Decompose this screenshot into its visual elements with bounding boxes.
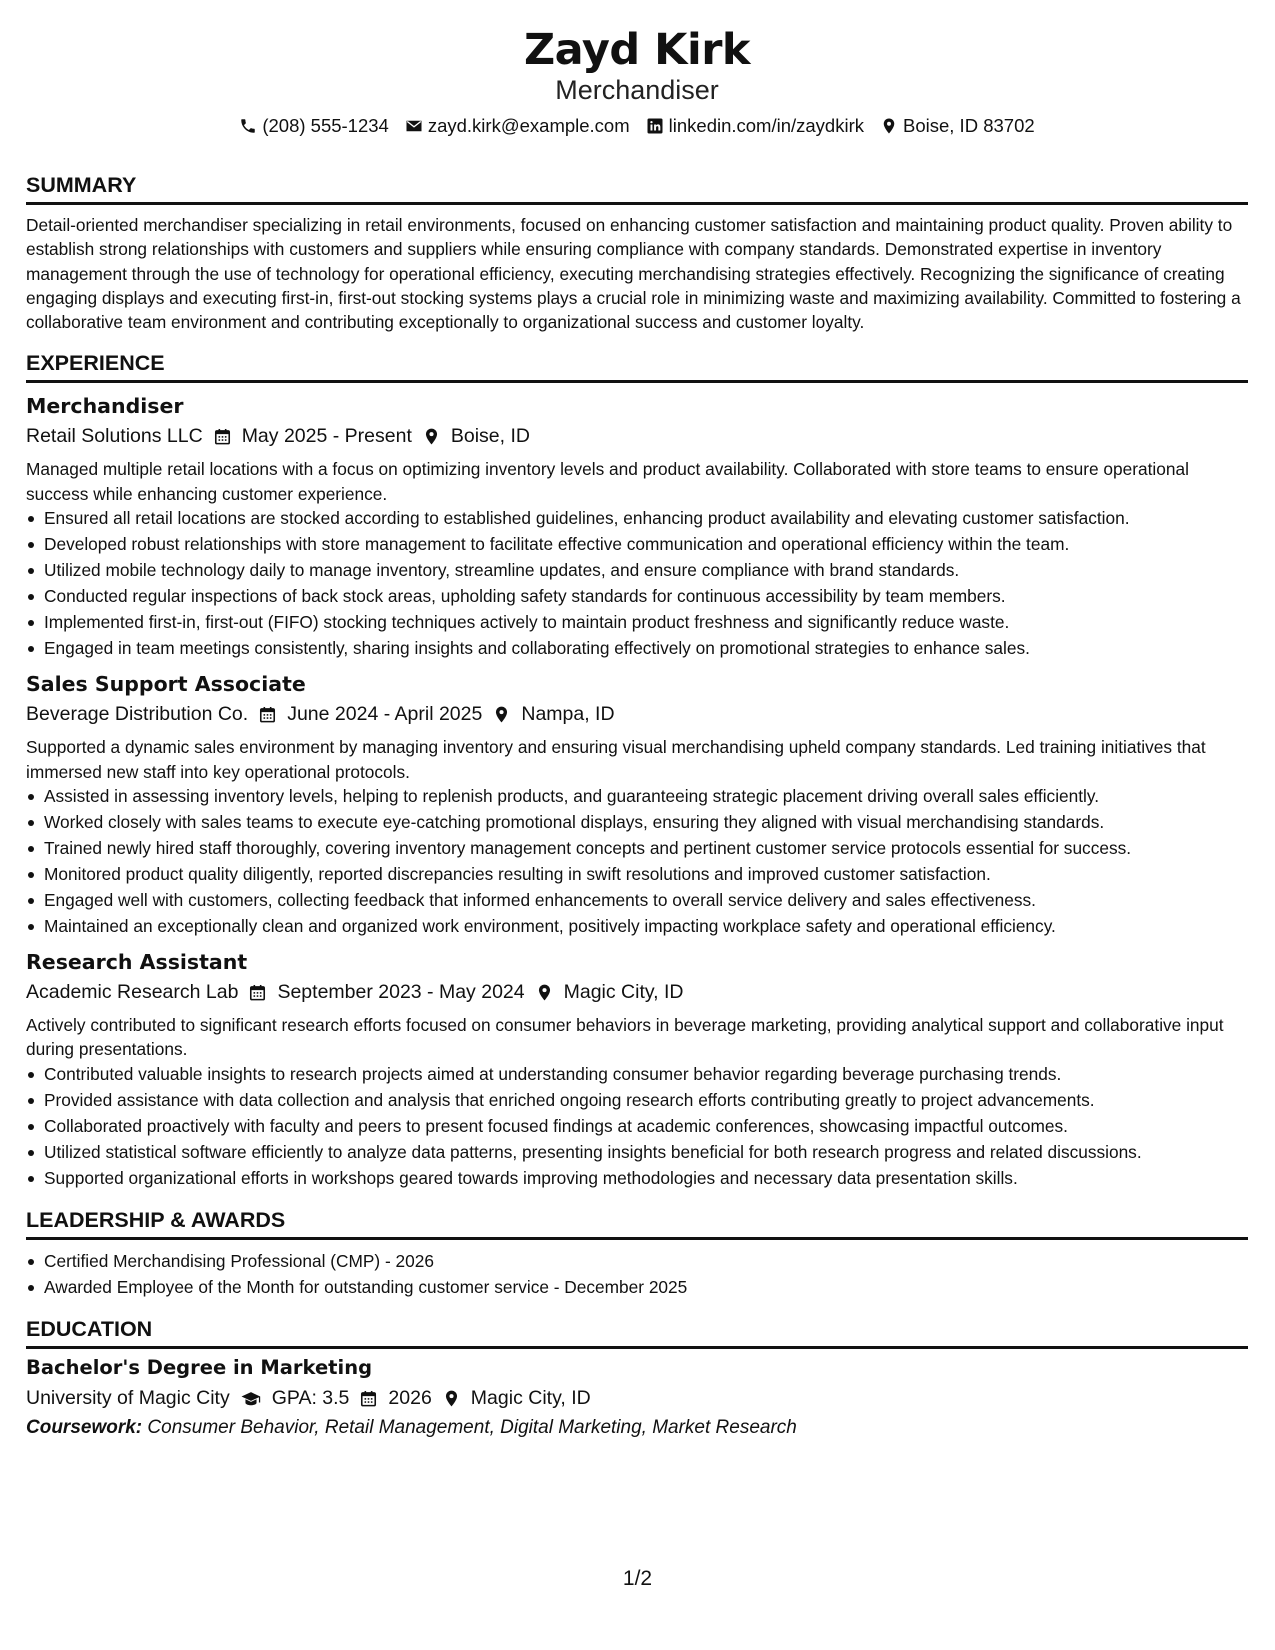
job-title: Research Assistant [26, 950, 248, 975]
list-item: Contributed valuable insights to research projects aimed at understanding consumer behavior regarding beverage purchasing trends. [26, 1062, 1248, 1086]
job-bullets [26, 506, 1248, 660]
section-divider [26, 380, 1248, 383]
school-name: University of Magic City [26, 1387, 230, 1410]
job-company: Retail Solutions LLC [26, 425, 203, 448]
coursework-label: Coursework: [26, 1417, 143, 1439]
resume-header [26, 24, 1248, 138]
job-title: Merchandiser [26, 394, 184, 419]
contact-row [26, 114, 1248, 138]
job-dates: June 2024 - April 2025 [287, 703, 483, 726]
job-description: Managed multiple retail locations with a focus on optimizing inventory levels and product availability. Collaborated with store teams to ensure operational success while enhancing customer experience. [26, 459, 1189, 504]
awards-section [26, 1206, 1248, 1299]
job-location: Boise, ID [450, 425, 530, 448]
list-item: Implemented first-in, first-out (FIFO) stocking techniques actively to maintain product freshness and significantly reduce waste. [26, 610, 1248, 634]
map-pin-icon [492, 705, 511, 724]
section-title-summary: SUMMARY [26, 173, 137, 197]
map-pin-icon [880, 117, 898, 135]
job-description: Actively contributed to significant research efforts focused on consumer behaviors in beverage marketing, providing analytical support and collaborative input during presentations. [26, 1015, 1224, 1060]
job-company: Beverage Distribution Co. [26, 703, 249, 726]
coursework-line [26, 1413, 1248, 1443]
linkedin-icon [646, 117, 664, 135]
school-location: Magic City, ID [470, 1387, 591, 1410]
coursework-list: Consumer Behavior, Retail Management, Digital Marketing, Market Research [147, 1417, 797, 1439]
list-item: Developed robust relationships with store management to facilitate effective communication and operational efficiency within the team. [26, 532, 1248, 556]
contact-phone [239, 114, 389, 138]
education-section [26, 1315, 1248, 1443]
calendar-icon [359, 1389, 378, 1408]
candidate-role: Merchandiser [555, 75, 719, 105]
email-text[interactable]: zayd.kirk@example.com [427, 115, 630, 136]
list-item: Utilized statistical software efficiently to analyze data patterns, presenting insights beneficial for both research progress and related discussions. [26, 1140, 1248, 1164]
job-dates: September 2023 - May 2024 [277, 981, 525, 1004]
job-bullets [26, 1062, 1248, 1190]
envelope-icon [405, 117, 423, 135]
job-bullets [26, 784, 1248, 938]
map-pin-icon [535, 983, 554, 1002]
section-divider [26, 202, 1248, 205]
section-title-experience: EXPERIENCE [26, 351, 165, 376]
graduation-cap-icon [240, 1389, 262, 1408]
job-company: Academic Research Lab [26, 981, 239, 1004]
section-divider [26, 1237, 1248, 1240]
map-pin-icon [422, 427, 441, 446]
education-meta [26, 1383, 1248, 1413]
job-entry [26, 391, 1248, 660]
page-number: 1/2 [622, 1567, 653, 1590]
calendar-icon [213, 427, 232, 446]
job-meta [26, 421, 1248, 451]
job-meta [26, 977, 1248, 1007]
list-item: Ensured all retail locations are stocked according to established guidelines, enhancing product availability and elevating customer satisfaction. [26, 506, 1248, 530]
job-dates: May 2025 - Present [241, 425, 412, 448]
experience-section [26, 349, 1248, 1189]
list-item: Conducted regular inspections of back stock areas, upholding safety standards for continuous accessibility by team members. [26, 584, 1248, 608]
contact-location [880, 114, 1035, 138]
list-item: Trained newly hired staff thoroughly, covering inventory management concepts and pertinent customer service protocols essential for success. [26, 836, 1248, 860]
list-item: Worked closely with sales teams to execute eye-catching promotional displays, ensuring they aligned with visual merchandising standards. [26, 810, 1248, 834]
gpa-text: GPA: 3.5 [271, 1387, 350, 1410]
job-title: Sales Support Associate [26, 672, 306, 697]
list-item: Collaborated proactively with faculty and peers to present focused findings at academic conferences, showcasing impactful outcomes. [26, 1114, 1248, 1138]
contact-linkedin[interactable] [646, 114, 864, 138]
candidate-name: Zayd Kirk [523, 25, 751, 75]
list-item: Maintained an exceptionally clean and organized work environment, positively impacting workplace safety and operational efficiency. [26, 914, 1248, 938]
graduation-year: 2026 [388, 1387, 432, 1410]
job-entry [26, 947, 1248, 1190]
contact-email[interactable] [405, 114, 630, 138]
list-item: Assisted in assessing inventory levels, helping to replenish products, and guaranteeing strategic placement driving overall sales efficiently. [26, 784, 1248, 808]
phone-text: (208) 555-1234 [262, 115, 389, 136]
job-entry [26, 669, 1248, 938]
phone-icon [239, 117, 257, 135]
summary-text: Detail-oriented merchandiser specializing in retail environments, focused on enhancing customer satisfaction and maintaining product quality. Proven ability to establish strong relationships with customers and suppliers while ensuring compliance with company standards. Demonstrated expertise in inventory management through the use of technology for operational efficiency, executing merchandising strategies effectively. Recognizing the significance of creating engaging displays and executing first-in, first-out stocking systems plays a crucial role in minimizing waste and maximizing availability. Committed to fostering a collaborative team environment and contributing exceptionally to organizational success and customer loyalty. [26, 215, 1241, 333]
list-item: Engaged in team meetings consistently, sharing insights and collaborating effectively on promotional strategies to enhance sales. [26, 636, 1248, 660]
summary-section [26, 171, 1248, 334]
calendar-icon [258, 705, 277, 724]
list-item: Monitored product quality diligently, reported discrepancies resulting in swift resolutions and improved customer satisfaction. [26, 862, 1248, 886]
map-pin-icon [442, 1389, 461, 1408]
linkedin-text[interactable]: linkedin.com/in/zaydkirk [668, 115, 864, 136]
list-item: Awarded Employee of the Month for outstanding customer service - December 2025 [26, 1275, 1248, 1299]
section-title-awards: LEADERSHIP & AWARDS [26, 1207, 286, 1232]
section-divider [26, 1346, 1248, 1349]
job-meta [26, 699, 1248, 729]
list-item: Supported organizational efforts in workshops geared towards improving methodologies and necessary data presentation skills. [26, 1166, 1248, 1190]
location-text: Boise, ID 83702 [903, 115, 1035, 136]
list-item: Certified Merchandising Professional (CMP) - 2026 [26, 1249, 1248, 1273]
list-item: Utilized mobile technology daily to manage inventory, streamline updates, and ensure compliance with brand standards. [26, 558, 1248, 582]
degree-title: Bachelor's Degree in Marketing [26, 1356, 373, 1380]
job-location: Nampa, ID [521, 703, 615, 726]
job-location: Magic City, ID [563, 981, 684, 1004]
awards-list [26, 1249, 1248, 1299]
list-item: Provided assistance with data collection and analysis that enriched ongoing research efforts contributing greatly to project advancements. [26, 1088, 1248, 1112]
job-description: Supported a dynamic sales environment by managing inventory and ensuring visual merchandising upheld company standards. Led training initiatives that immersed new staff into key operational protocols. [26, 737, 1206, 782]
calendar-icon [248, 983, 267, 1002]
resume-page [26, 0, 1248, 1443]
section-title-education: EDUCATION [26, 1317, 153, 1342]
list-item: Engaged well with customers, collecting feedback that informed enhancements to overall service delivery and sales effectiveness. [26, 888, 1248, 912]
